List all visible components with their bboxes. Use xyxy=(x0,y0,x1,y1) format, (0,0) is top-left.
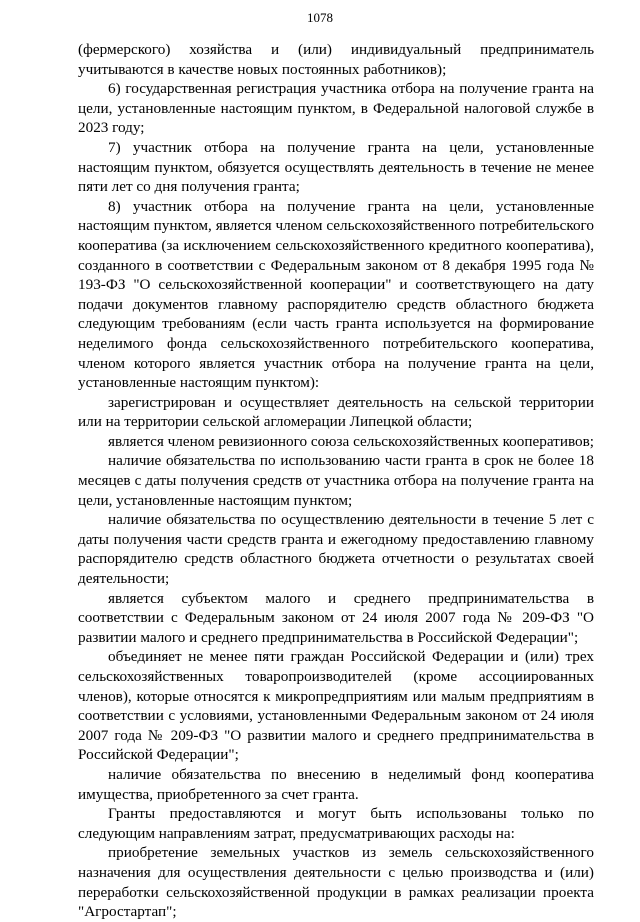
paragraph-item-8: 8) участник отбора на получение гранта на цели, установленные настоящим пунктом, является членом сельскохозяйственного потребительского кооператива (за исключением сельскохозяйственного кредитного кооператива), созданного в соответствии с Федеральным законом от 8 декабря 1995 года № 193-ФЗ "О сельскохозяйственной кооперации" и соответствующего на дату подачи документов главному распорядителю средств областного бюджета следующим требованиям (если часть гранта используется на формирование неделимого фонда сельскохозяйственного потребительского кооператива, членом которого является участник отбора на получение гранта на цели, установленные настоящим пунктом): xyxy=(78,197,594,392)
paragraph-requirement-sme: является субъектом малого и среднего предпринимательства в соответствии с Федеральным законом от 24 июля 2007 года № 209-ФЗ "О развитии малого и среднего предпринимательства в Российской Федерации"; xyxy=(78,589,594,646)
paragraph-item-7: 7) участник отбора на получение гранта на цели, установленные настоящим пунктом, обязуется осуществлять деятельность в течение не менее пяти лет со дня получения гранта; xyxy=(78,138,594,196)
paragraph-requirement-audit-union: является членом ревизионного союза сельскохозяйственных кооперативов; xyxy=(108,432,594,450)
paragraph-continuation: (фермерского) хозяйства и (или) индивидуальный предприниматель учитываются в качестве новых постоянных работников); xyxy=(78,41,594,78)
paragraph-item-6: 6) государственная регистрация участника отбора на получение гранта на цели, установленные настоящим пунктом, в Федеральной налоговой службе в 2023 году; xyxy=(78,80,594,137)
paragraph-requirement-fund: наличие обязательства по внесению в неделимый фонд кооператива имущества, приобретенного за счет гранта. xyxy=(78,765,594,803)
paragraph-grant-directions: Гранты предоставляются и могут быть использованы только по следующим направлениям затрат, предусматривающих расходы на: xyxy=(78,805,594,842)
paragraph-requirement-members: объединяет не менее пяти граждан Российской Федерации и (или) трех сельскохозяйственных товаропроизводителей (кроме ассоциированных членов), которые относятся к микропредприятиям или малым предприятиям в соответствии с условиями, установленными Федеральным законом от 24 июля 2007 года № 209-ФЗ "О развитии малого и среднего предпринимательства в Российской Федерации"; xyxy=(78,648,594,764)
paragraph-requirement-registration: зарегистрирован и осуществляет деятельность на сельской территории или на территории сельской агломерации Липецкой области; xyxy=(78,393,594,431)
paragraph-land-acquisition: приобретение земельных участков из земель сельскохозяйственного назначения для осуществления деятельности с целью производства и (или) переработки сельскохозяйственной продукции в рамках реализации проекта "Агростартап"; xyxy=(78,844,594,921)
page-number: 1078 xyxy=(307,10,333,25)
paragraph-requirement-activity-term: наличие обязательства по осуществлению деятельности в течение 5 лет с даты получения части средств гранта и ежегодному предоставлению главному распорядителю средств областного бюджета отчетности о результатах своей деятельности; xyxy=(78,511,594,588)
document-body xyxy=(78,40,594,922)
paragraph-requirement-usage-term: наличие обязательства по использованию части гранта в срок не более 18 месяцев с даты получения средств от участника отбора на получение гранта на цели, установленные настоящим пунктом; xyxy=(78,452,594,509)
